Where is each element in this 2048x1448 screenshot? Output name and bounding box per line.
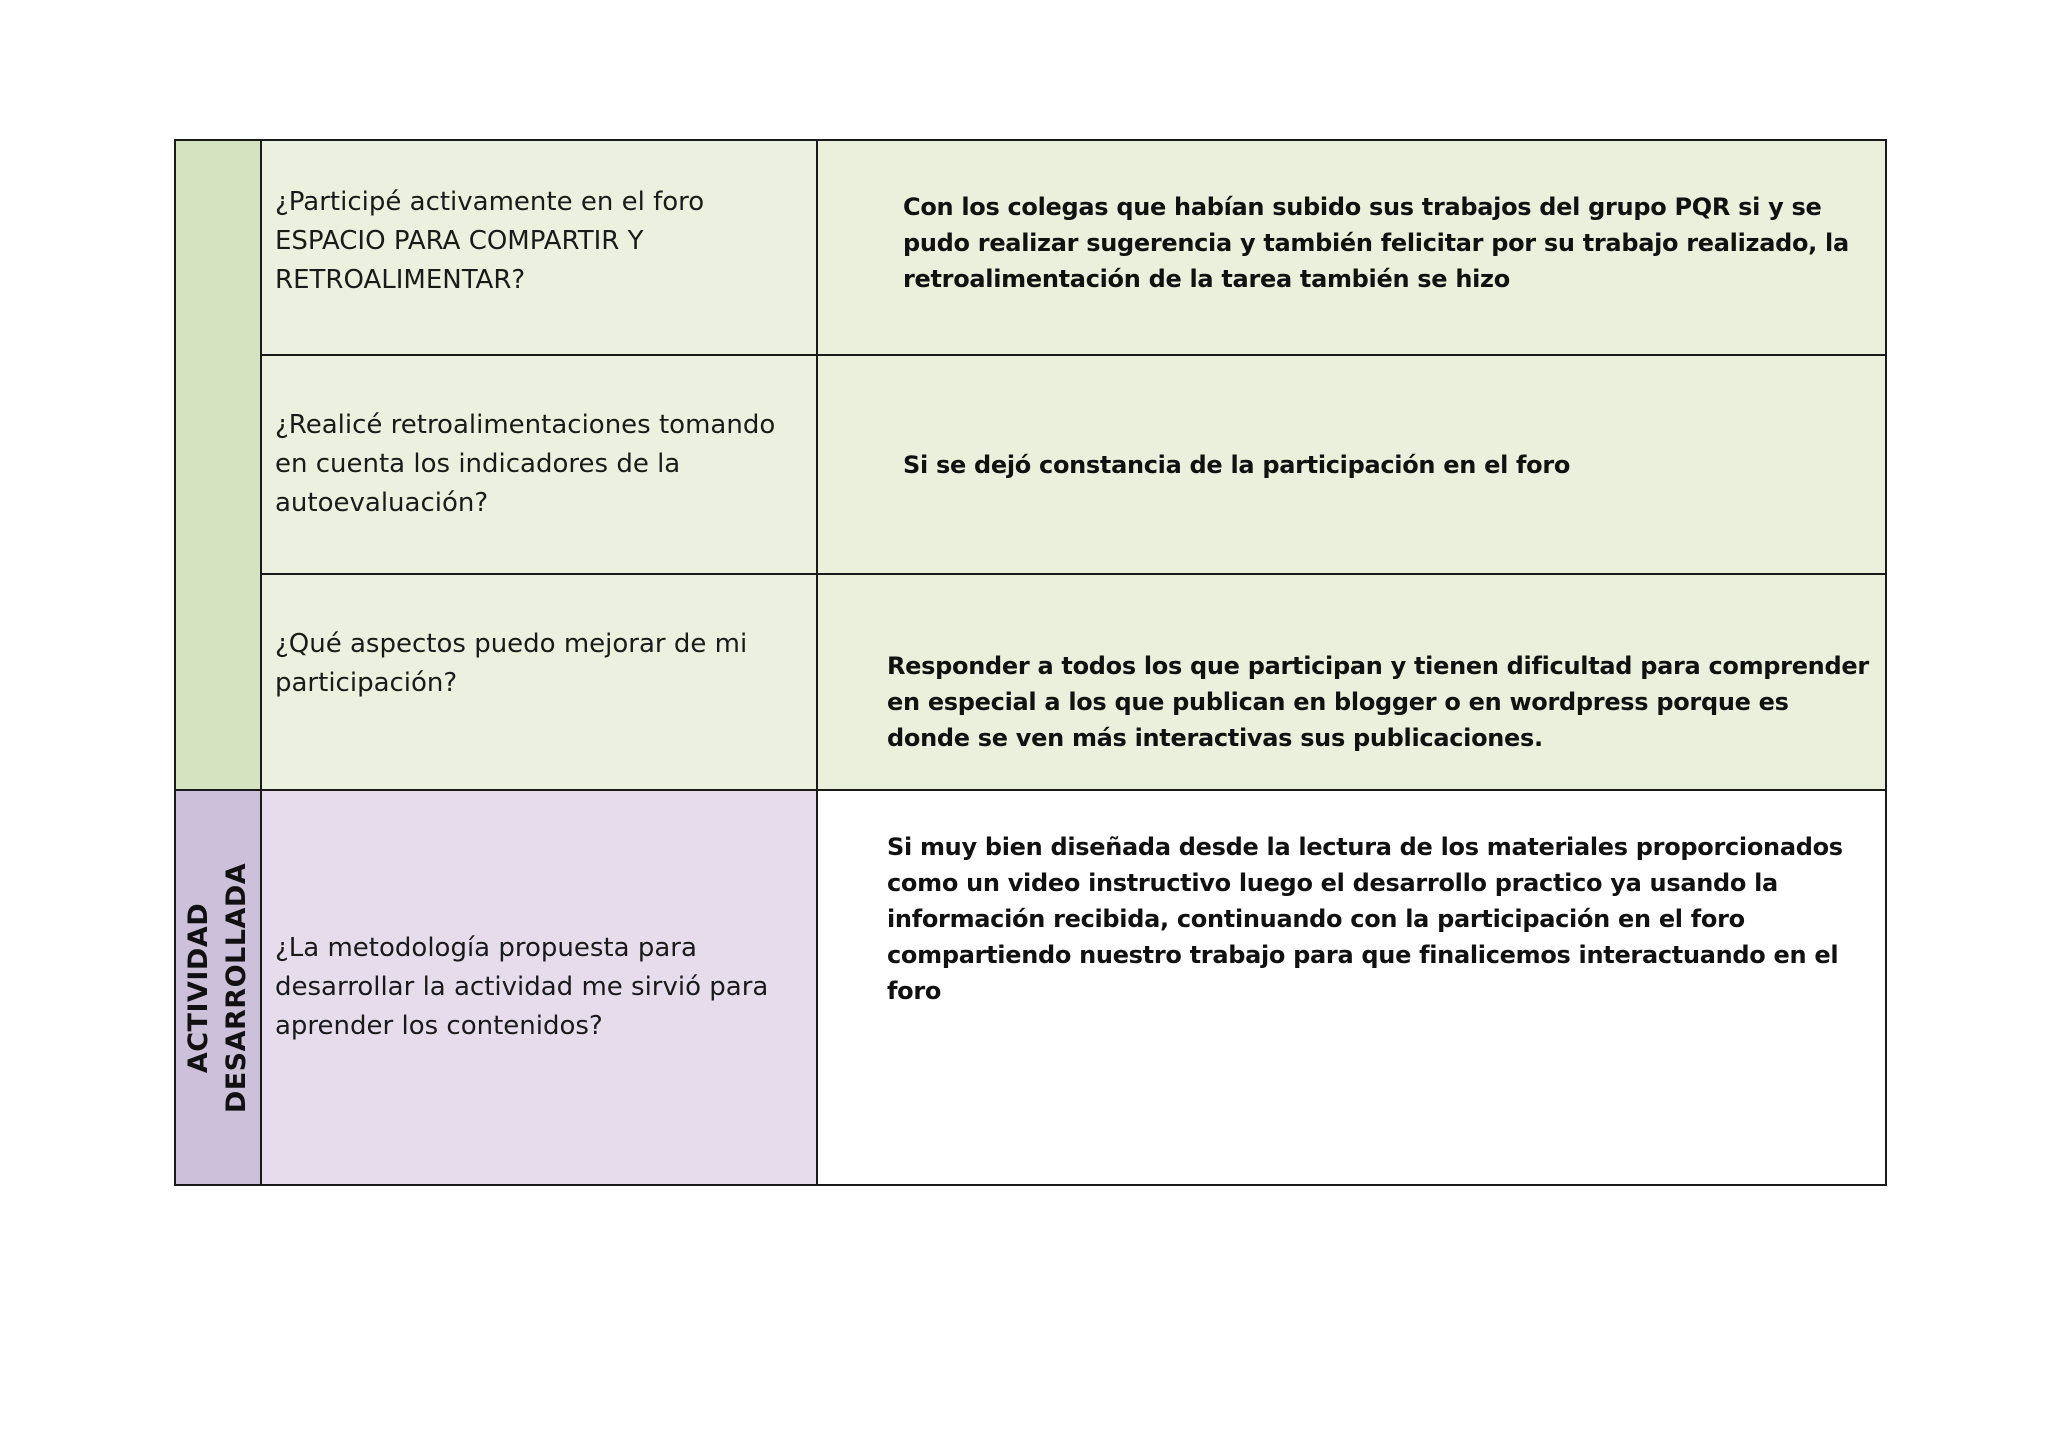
section-label-cell-empty (175, 140, 261, 790)
answer-text: Si muy bien diseñada desde la lectura de los materiales proporcionados como un video instructivo luego el desarrollo practico ya usando la información recibida, continuando con la participación en el foro compartiendo nuestro trabajo para que finalicemos interactuando en el foro (887, 833, 1843, 1005)
section-label (180, 862, 256, 1112)
question-text: ¿Qué aspectos puedo mejorar de mi participación? (275, 629, 748, 698)
answer-text: Con los colegas que habían subido sus trabajos del grupo PQR si y se pudo realizar sugerencia y también felicitar por su trabajo realizado, la retroalimentación de la tarea también se hizo (903, 192, 1849, 293)
answer-cell (817, 790, 1886, 1185)
question-cell (261, 574, 817, 790)
answer-cell (817, 355, 1886, 574)
question-cell (261, 355, 817, 574)
question-text: ¿La metodología propuesta para desarrollar la actividad me sirvió para aprender los contenidos? (275, 933, 769, 1041)
table-row (175, 790, 1886, 1185)
answer-text: Si se dejó constancia de la participación en el foro (903, 450, 1571, 479)
answer-cell (817, 140, 1886, 355)
section-label-cell (175, 790, 261, 1185)
question-cell (261, 790, 817, 1185)
table-row (175, 355, 1886, 574)
question-text: ¿Realicé retroalimentaciones tomando en cuenta los indicadores de la autoevaluación? (275, 410, 776, 518)
table-row (175, 140, 1886, 355)
section-label-line: DESARROLLADA (221, 862, 252, 1113)
question-text: ¿Participé activamente en el foro ESPACIO PARA COMPARTIR Y RETROALIMENTAR? (275, 187, 705, 295)
table-row (175, 574, 1886, 790)
answer-text: Responder a todos los que participan y tienen dificultad para comprender en especial a los que publican en blogger o en wordpress porque es donde se ven más interactivas sus publicaciones. (887, 652, 1869, 752)
question-cell (261, 140, 817, 355)
answer-cell (817, 574, 1886, 790)
evaluation-table (174, 139, 1887, 1186)
section-label-line: ACTIVIDAD (183, 902, 214, 1073)
